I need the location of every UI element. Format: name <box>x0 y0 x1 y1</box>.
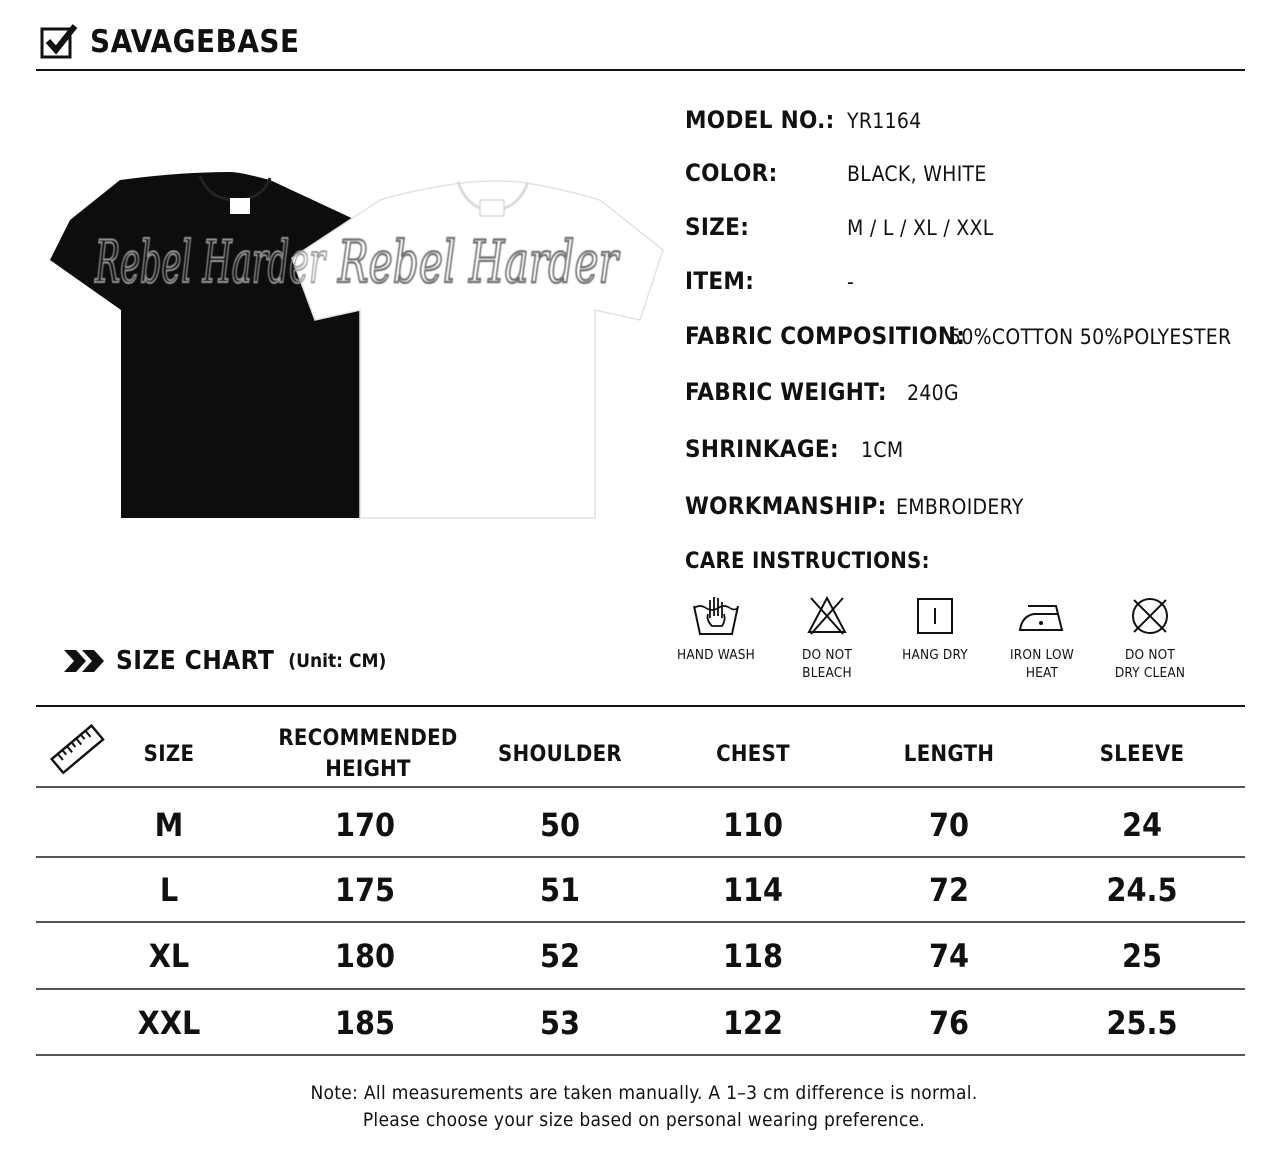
cell-size: XL <box>148 937 190 975</box>
cell-sleeve: 25 <box>1121 937 1163 975</box>
cell-size: M <box>154 806 184 844</box>
header-chest: CHEST <box>716 742 790 767</box>
checkbox-check-icon <box>40 23 78 61</box>
cell-shoulder: 50 <box>539 806 581 844</box>
cell-chest: 110 <box>722 806 784 844</box>
cell-sleeve: 25.5 <box>1106 1004 1178 1042</box>
black-tshirt <box>50 172 360 518</box>
cell-length: 70 <box>928 806 970 844</box>
header-recommended-height: RECOMMENDED HEIGHT <box>278 726 458 782</box>
cell-chest: 122 <box>722 1004 784 1042</box>
brand-name: SAVAGEBASE <box>90 24 300 60</box>
care-hang-dry: HANG DRY <box>875 594 995 664</box>
cell-size: L <box>159 871 179 909</box>
spec-shrinkage-value: 1CM <box>861 438 904 462</box>
iron-low-heat-icon <box>1016 594 1068 638</box>
cell-height: 180 <box>334 937 396 975</box>
table-divider <box>36 921 1245 923</box>
care-iron-low-heat: IRON LOW HEAT <box>982 594 1102 682</box>
size-chart-title-row <box>62 646 386 676</box>
spec-model: MODEL NO.: YR1164 <box>685 106 922 134</box>
cell-chest: 118 <box>722 937 784 975</box>
measurement-note: Note: All measurements are taken manually. A 1–3 cm difference is normal. Please choose your size based on personal wearing preference. <box>310 1082 978 1131</box>
header-length: LENGTH <box>903 742 995 767</box>
size-chart-unit: (Unit: CM) <box>288 650 387 672</box>
spec-item: ITEM: - <box>685 267 855 295</box>
spec-fabric-composition: FABRIC COMPOSITION: 50%COTTON 50%POLYESTER <box>685 322 1232 350</box>
product-image <box>40 170 680 530</box>
care-do-not-bleach: DO NOT BLEACH <box>767 594 887 682</box>
spec-fabric-weight: FABRIC WEIGHT: 240G <box>685 378 959 406</box>
cell-length: 74 <box>928 937 970 975</box>
cell-shoulder: 52 <box>539 937 581 975</box>
spec-color-value: BLACK, WHITE <box>847 162 987 186</box>
do-not-bleach-icon <box>805 594 849 638</box>
cell-height: 170 <box>334 806 396 844</box>
hang-dry-icon <box>913 594 957 638</box>
spec-item-value: - <box>847 270 855 294</box>
spec-color: COLOR: BLACK, WHITE <box>685 159 987 187</box>
ruler-icon <box>50 722 106 778</box>
cell-length: 72 <box>928 871 970 909</box>
cell-shoulder: 53 <box>539 1004 581 1042</box>
cell-height: 175 <box>334 871 396 909</box>
cell-height: 185 <box>334 1004 396 1042</box>
cell-shoulder: 51 <box>539 871 581 909</box>
spec-size: SIZE: M / L / XL / XXL <box>685 213 994 241</box>
table-divider <box>36 786 1245 788</box>
spec-workmanship-value: EMBROIDERY <box>896 495 1024 519</box>
table-top-divider <box>36 705 1245 707</box>
table-divider <box>36 856 1245 858</box>
spec-fabric-weight-value: 240G <box>907 381 959 405</box>
spec-fabric-composition-value: 50%COTTON 50%POLYESTER <box>949 325 1232 349</box>
spec-shrinkage: SHRINKAGE: 1CM <box>685 435 904 463</box>
table-divider <box>36 988 1245 990</box>
table-bottom-divider <box>36 1054 1245 1056</box>
hand-wash-icon <box>690 594 742 638</box>
cell-size: XXL <box>137 1004 201 1042</box>
spec-model-value: YR1164 <box>847 109 922 133</box>
care-do-not-dry-clean: DO NOT DRY CLEAN <box>1090 594 1210 682</box>
header-divider <box>36 69 1245 71</box>
double-chevron-right-icon <box>62 648 106 674</box>
white-shirt-script: Rebel Harder <box>337 228 621 296</box>
cell-sleeve: 24 <box>1121 806 1163 844</box>
cell-chest: 114 <box>722 871 784 909</box>
spec-size-value: M / L / XL / XXL <box>847 216 994 240</box>
header-sleeve: SLEEVE <box>1099 742 1185 767</box>
size-chart-title: SIZE CHART <box>116 646 275 676</box>
black-shirt-script: Rebel Harder <box>94 228 327 296</box>
header-shoulder: SHOULDER <box>498 742 622 767</box>
care-instructions <box>672 594 1212 694</box>
brand <box>40 22 300 62</box>
cell-length: 76 <box>928 1004 970 1042</box>
care-title: CARE INSTRUCTIONS: <box>685 549 930 574</box>
header-size: SIZE <box>143 742 195 767</box>
do-not-dry-clean-icon <box>1128 594 1172 638</box>
cell-sleeve: 24.5 <box>1106 871 1178 909</box>
care-hand-wash: HAND WASH <box>656 594 776 664</box>
spec-workmanship: WORKMANSHIP: EMBROIDERY <box>685 492 1024 520</box>
